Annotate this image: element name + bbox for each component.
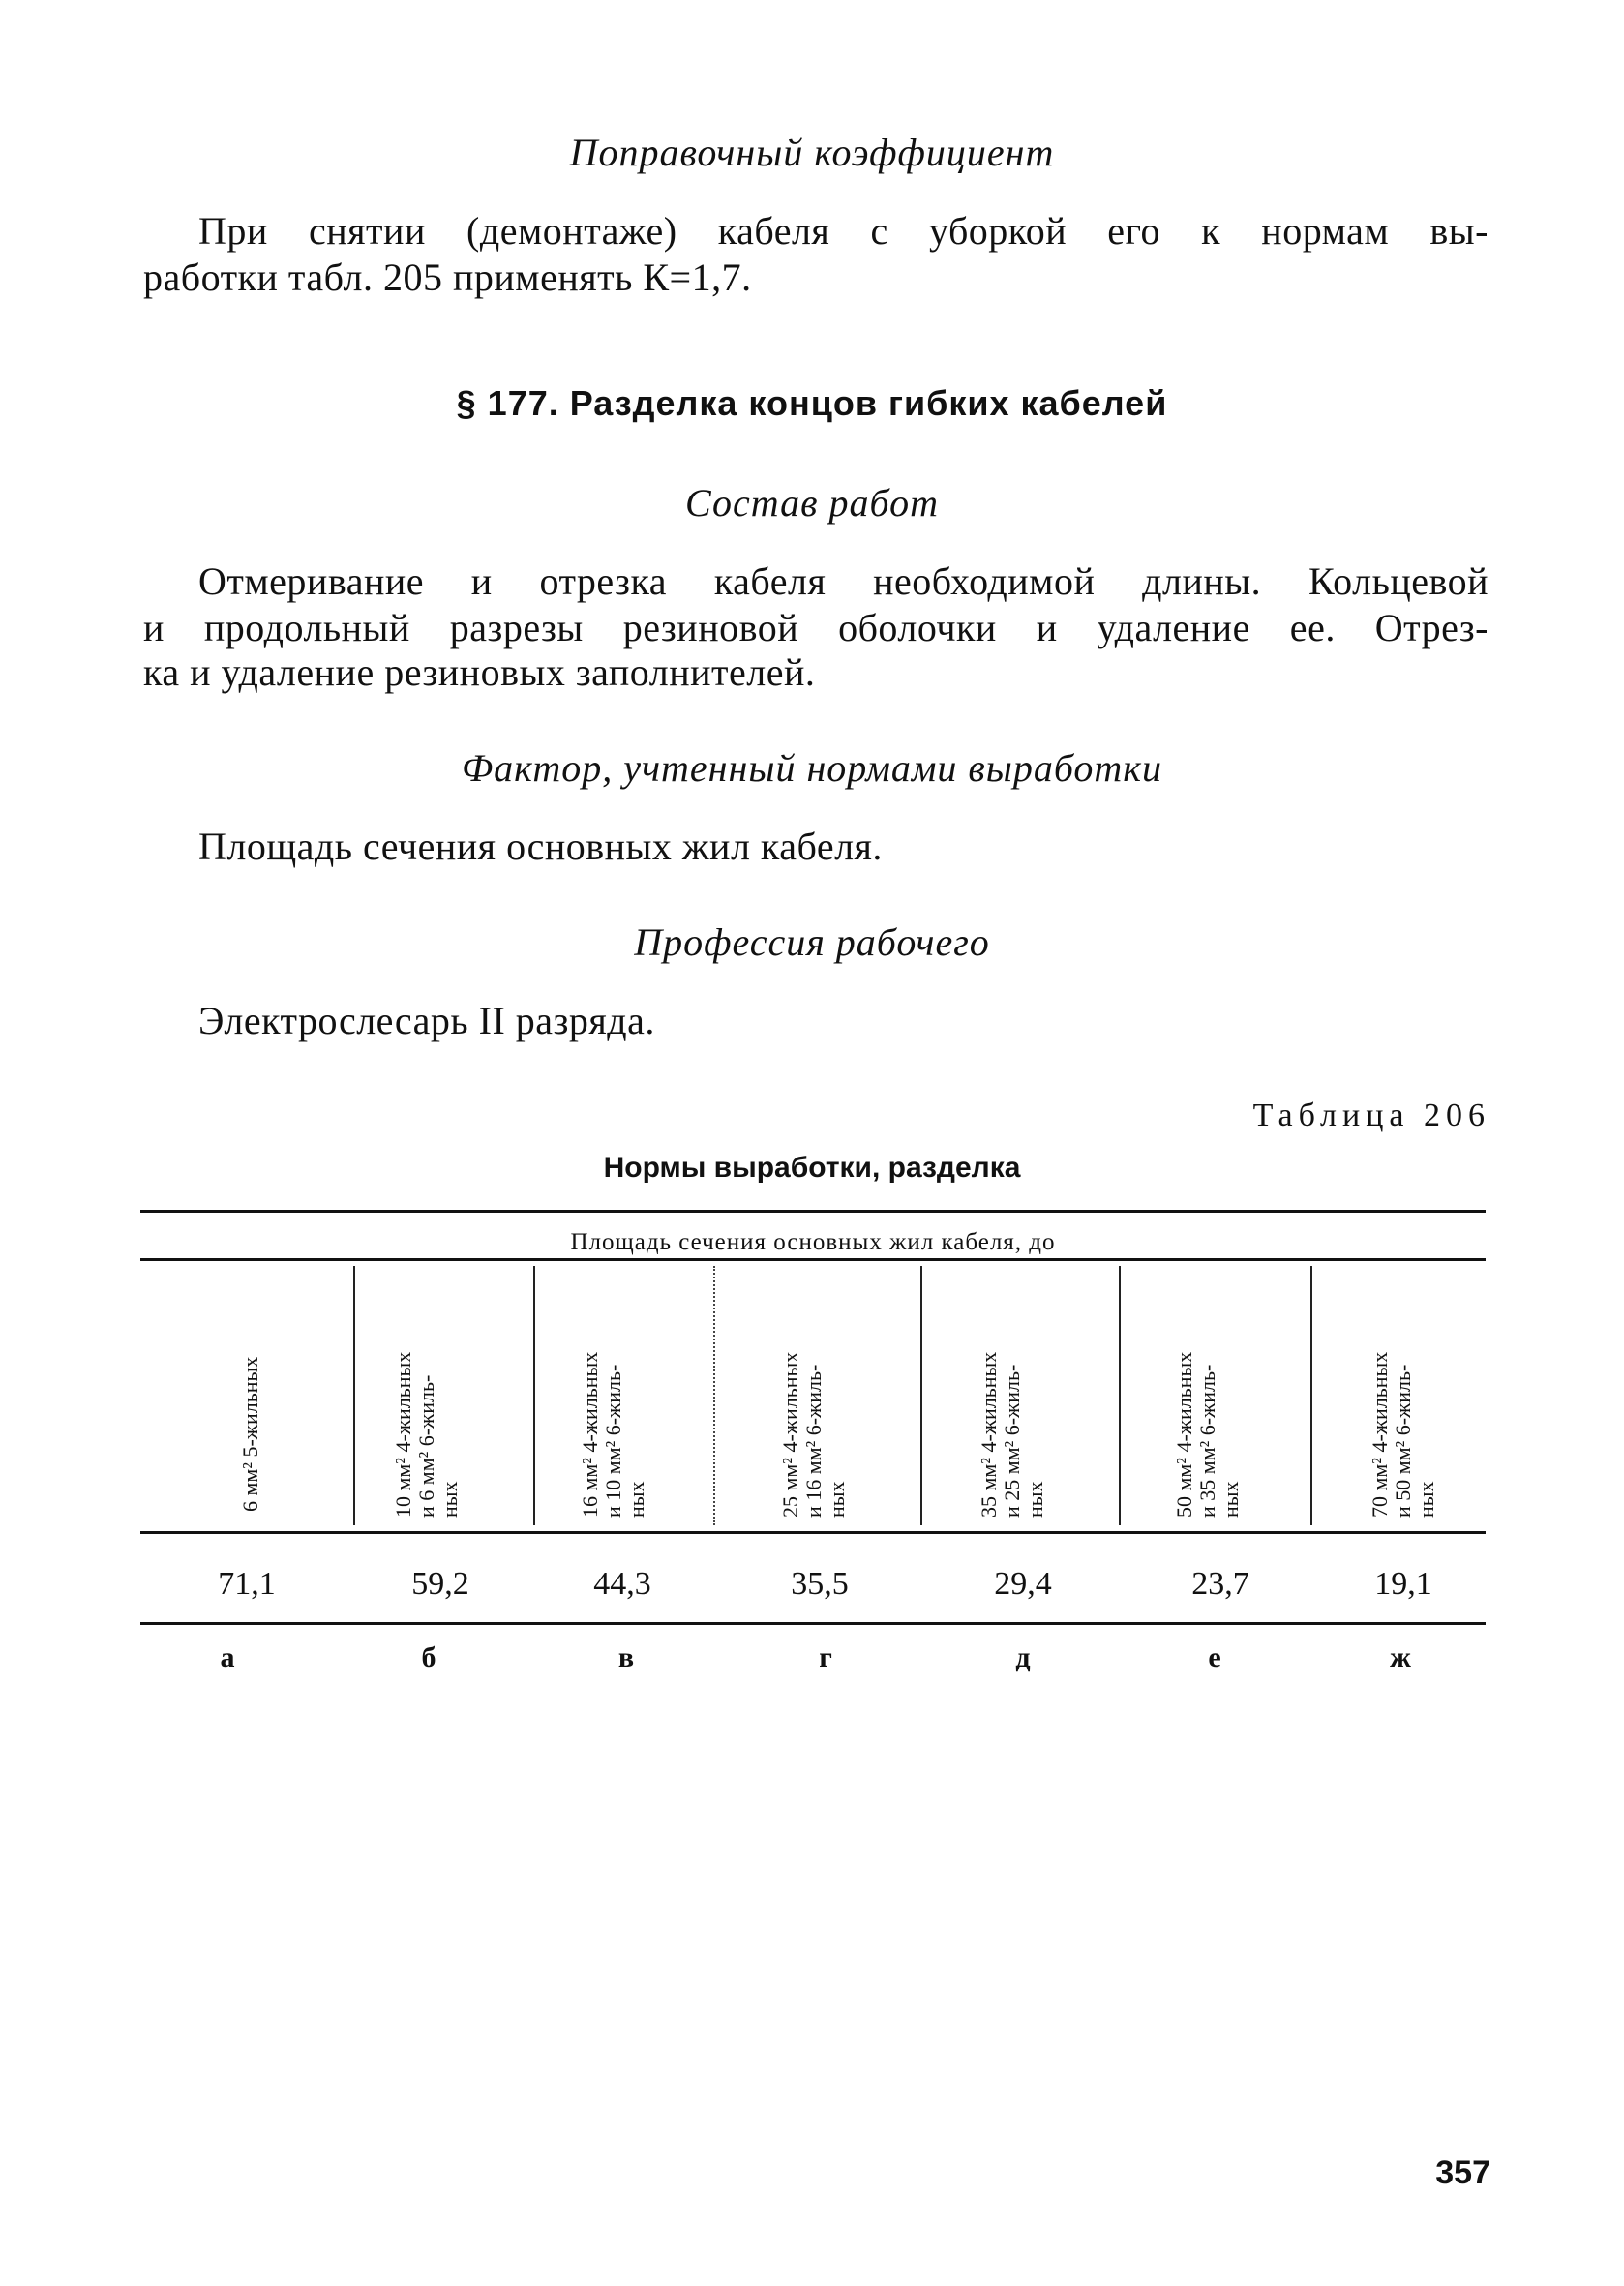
page-number: 357 [1435,2154,1490,2191]
table-label: Таблица 206 [1252,1098,1490,1133]
work-composition-paragraph [198,559,1489,604]
header-line: ных [437,1481,462,1518]
correction-line-2: работки табл. 205 применять К=1,7. [143,256,752,299]
factor-text: Площадь сечения основных жил кабеля. [198,825,883,868]
section-title: § 177. Разделка концов гибких кабелей [456,383,1168,423]
header-line: ных [1414,1481,1438,1518]
header-line: 10 мм² 4-жильных [391,1351,415,1518]
table-value-a: 71,1 [218,1566,276,1602]
column-header-b [392,1352,462,1518]
table-letter-f: е [1208,1641,1221,1673]
header-line: 16 мм² 4-жильных [578,1351,602,1518]
column-divider [353,1266,355,1525]
table-letter-c: в [617,1641,635,1673]
header-line: ных [624,1481,648,1518]
header-line: ных [825,1481,849,1518]
work-line-1: Отмеривание и отрезка кабеля необходимой длины. Кольцевой [198,559,1489,603]
header-line: и 25 мм² 6-жиль- [1000,1364,1024,1518]
column-header-c [579,1352,648,1518]
column-header-a [239,1357,262,1512]
column-divider [533,1266,535,1525]
table-value-e: 29,4 [994,1566,1052,1602]
column-divider [713,1266,715,1525]
header-line: и 6 мм² 6-жиль- [414,1374,438,1518]
table-letter-d: г [819,1641,832,1673]
table-letter-g: ж [1390,1641,1411,1673]
table-value-g: 19,1 [1374,1566,1432,1602]
header-line: 6 мм² 5-жильных [238,1356,262,1512]
table-letter-e: д [1015,1641,1031,1673]
table-letter-b: б [421,1641,436,1673]
column-header-d [779,1352,849,1518]
header-line: и 50 мм² 6-жиль- [1391,1364,1415,1518]
column-divider [1119,1266,1121,1525]
column-divider [920,1266,922,1525]
factor-heading: Фактор, учтенный нормами выработки [461,746,1163,790]
header-line: и 16 мм² 6-жиль- [801,1364,826,1518]
table-letter-a: а [220,1641,235,1673]
profession-text: Электрослесарь II разряда. [198,999,655,1042]
correction-paragraph-end [143,256,917,300]
table-header-rule [140,1258,1486,1261]
table-value-c: 44,3 [593,1566,651,1602]
work-composition-heading: Состав работ [685,481,939,525]
table-top-rule [140,1210,1486,1213]
table-value-b: 59,2 [411,1566,469,1602]
table-value-d: 35,5 [791,1566,849,1602]
column-header-f [1173,1352,1243,1518]
work-composition-paragraph-2 [143,606,1489,695]
correction-paragraph [198,209,1489,254]
header-line: 25 мм² 4-жильных [778,1351,802,1518]
work-line-2: и продольный разрезы резиновой оболочки и удаление ее. Отрез- [143,606,1489,649]
table-title: Нормы выработки, разделка [603,1152,1021,1184]
header-line: 70 мм² 4-жильных [1368,1351,1392,1518]
table-span-header: Площадь сечения основных жил кабеля, до [570,1229,1056,1255]
header-line: ных [1023,1481,1047,1518]
table-bottom-rule [140,1622,1486,1625]
column-header-e [977,1352,1047,1518]
table-value-f: 23,7 [1191,1566,1249,1602]
header-line: 35 мм² 4-жильных [977,1351,1001,1518]
table-values-rule [140,1531,1486,1534]
header-line: ных [1218,1481,1243,1518]
work-line-3: ка и удаление резиновых заполнителей. [143,650,816,694]
header-line: и 10 мм² 6-жиль- [601,1364,625,1518]
column-divider [1310,1266,1312,1525]
column-header-g [1368,1352,1438,1518]
profession-heading: Профессия рабочего [634,920,990,964]
correction-heading: Поправочный коэффициент [569,131,1055,174]
header-line: и 35 мм² 6-жиль- [1195,1364,1219,1518]
correction-line-1: При снятии (демонтаже) кабеля с уборкой его к нормам вы- [198,209,1489,253]
header-line: 50 мм² 4-жильных [1172,1351,1196,1518]
